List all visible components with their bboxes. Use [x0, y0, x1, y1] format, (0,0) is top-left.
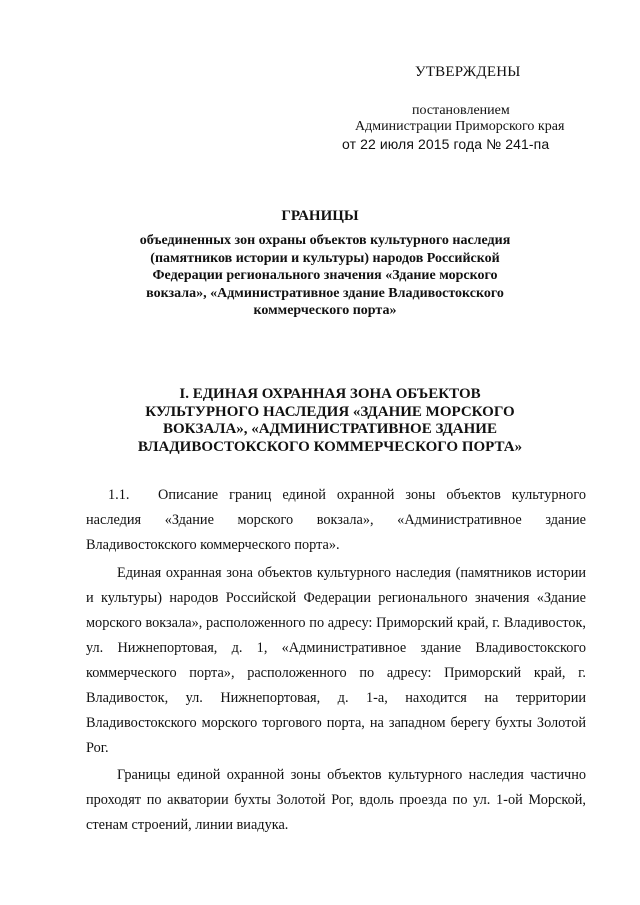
document-subtitle — [120, 232, 530, 320]
section-heading-line: I. ЕДИНАЯ ОХРАННАЯ ЗОНА ОБЪЕКТОВ — [179, 386, 481, 402]
section-heading-line: КУЛЬТУРНОГО НАСЛЕДИЯ «ЗДАНИЕ МОРСКОГО — [145, 403, 515, 420]
section-heading-line: ВОКЗАЛА», «АДМИНИСТРАТИВНОЕ ЗДАНИЕ — [163, 421, 497, 437]
paragraph-text: Описание границ единой охранной зоны объектов культурного наследия «Здание морского вокзала», «Административное здание Владивостокского коммерческого порта». — [86, 487, 586, 553]
paragraph-1-1 — [86, 483, 586, 558]
approved-stamp: УТВЕРЖДЕНЫ — [415, 64, 521, 80]
section-heading-line: ВЛАДИВОСТОКСКОГО КОММЕРЧЕСКОГО ПОРТА» — [137, 438, 523, 455]
decree-date-number: от 22 июля 2015 года № 241-па — [342, 136, 550, 152]
paragraph-number: 1.1. — [108, 487, 130, 503]
decree-line-2: Администрации Приморского края — [355, 119, 565, 134]
document-title: ГРАНИЦЫ — [281, 208, 359, 224]
decree-line-1: постановлением — [412, 103, 510, 118]
subtitle-line: Федерации регионального значения «Здание морского — [152, 268, 498, 283]
subtitle-line: (памятников истории и культуры) народов Российской — [150, 250, 500, 266]
subtitle-line: коммерческого порта» — [253, 303, 397, 318]
paragraph-3: Границы единой охранной зоны объектов культурного наследия частично проходят по акватории бухты Золотой Рог, вдоль проезда по ул. 1-ой Морской, стенам строений, линии виадука. — [86, 767, 586, 833]
subtitle-line: вокзала», «Административное здание Владивостокского — [146, 285, 504, 301]
paragraph-2: Единая охранная зона объектов культурного наследия (памятников истории и культуры) народов Российской Федерации регионального значения «Здание морского вокзала», расположенного по адресу: Приморский край, г. Владивосток, ул. Нижнепортовая, д. 1, «Административное здание Владивостокского коммерческого порта», расположенного по адресу: Приморский край, г. Владивосток, ул. Нижнепортовая, д. 1-а, находится на территории Владивостокского морского торгового порта, на западном берегу бухты Золотой Рог. — [86, 565, 586, 756]
subtitle-line: объединенных зон охраны объектов культурного наследия — [139, 233, 511, 248]
section-heading — [95, 386, 565, 456]
